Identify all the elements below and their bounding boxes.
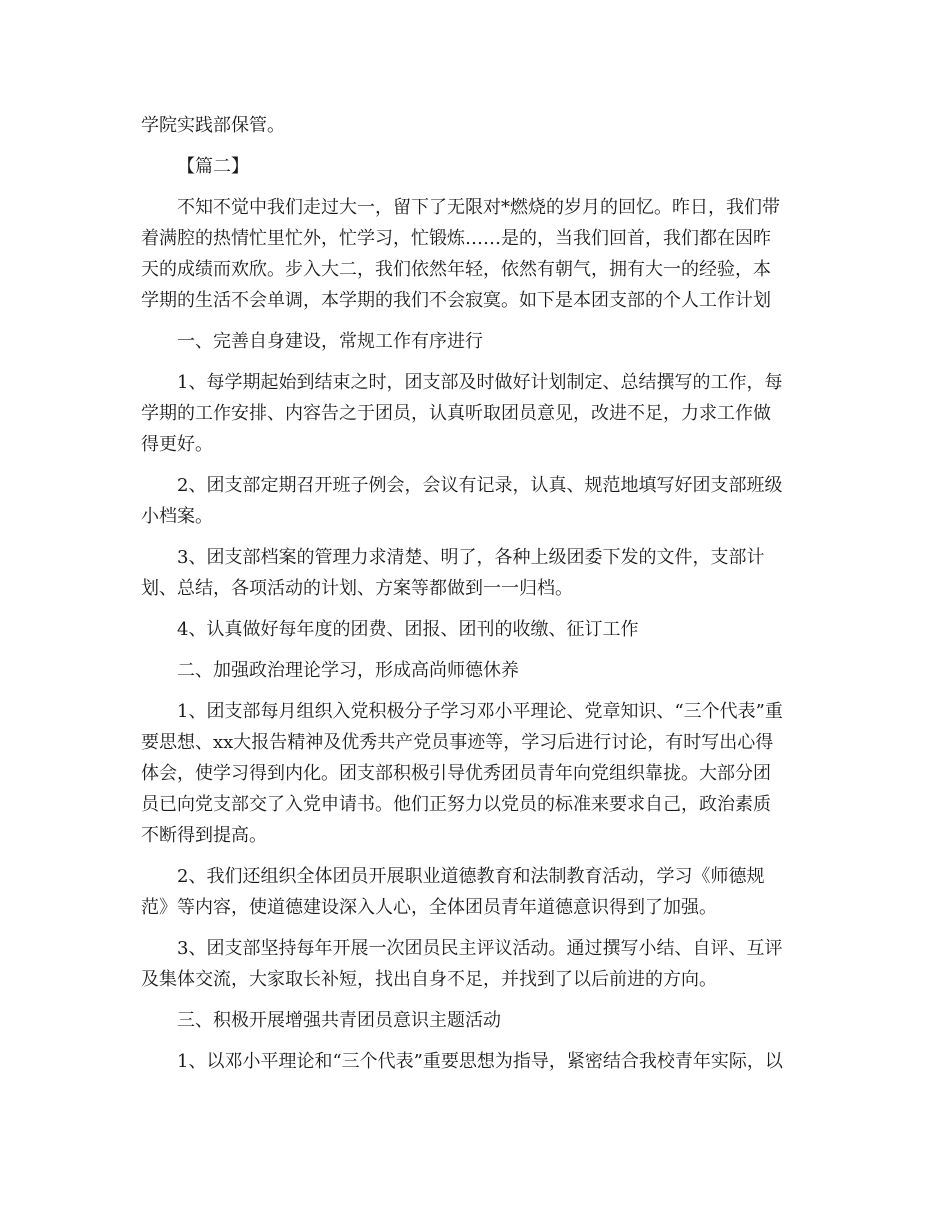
body-line: 不断得到提高。: [141, 825, 267, 846]
body-line: 2、团支部定期召开班子例会，会议有记录，认真、规范地填写好团支部班级: [177, 475, 783, 496]
document-body: [141, 110, 811, 1077]
body-line: 着满腔的热情忙里忙外，忙学习，忙锻炼……是的，当我们回首，我们都在因昨: [141, 228, 771, 249]
body-line: 2、我们还组织全体团员开展职业道德教育和法制教育活动，学习《师德规: [177, 866, 765, 887]
subheading: 一、完善自身建设，常规工作有序进行: [177, 331, 483, 352]
body-line: 1、每学期起始到结束之时，团支部及时做好计划制定、总结撰写的工作，每: [177, 372, 783, 393]
body-line: 3、团支部坚持每年开展一次团员民主评议活动。通过撰写小结、自评、互评: [177, 938, 783, 959]
subheading: 二、加强政治理论学习，形成高尚师德休养: [177, 660, 519, 681]
body-line: 不知不觉中我们走过大一，留下了无限对*燃烧的岁月的回忆。昨日，我们带: [177, 197, 780, 218]
body-line: 范》等内容，使道德建设深入人心，全体团员青年道德意识得到了加强。: [141, 897, 717, 918]
subheading: 三、积极开展增强共青团员意识主题活动: [177, 1010, 501, 1031]
body-line: 1、团支部每月组织入党积极分子学习邓小平理论、党章知识、“三个代表”重: [177, 701, 783, 722]
body-line: 要思想、xx大报告精神及优秀共产党员事迹等，学习后进行讨论，有时写出心得: [141, 732, 774, 753]
body-line: 学院实践部保管。: [141, 115, 285, 136]
body-line: 天的成绩而欢欣。步入大二，我们依然年轻，依然有朝气，拥有大一的经验，本: [141, 259, 771, 280]
body-line: 划、总结，各项活动的计划、方案等都做到一一归档。: [141, 578, 573, 599]
body-line: 3、团支部档案的管理力求清楚、明了，各种上级团委下发的文件，支部计: [177, 547, 765, 568]
body-line: 1、以邓小平理论和“三个代表”重要思想为指导，紧密结合我校青年实际，以: [177, 1051, 783, 1072]
body-line: 及集体交流，大家取长补短，找出自身不足，并找到了以后前进的方向。: [141, 969, 717, 990]
body-line: 4、认真做好每年度的团费、团报、团刊的收缴、征订工作: [177, 619, 639, 640]
body-line: 学期的生活不会单调，本学期的我们不会寂寞。如下是本团支部的个人工作计划: [141, 290, 771, 311]
section-heading: 【篇二】: [177, 156, 249, 177]
body-line: 员已向党支部交了入党申请书。他们正努力以党员的标准来要求自己，政治素质: [141, 794, 771, 815]
body-line: 得更好。: [141, 434, 213, 455]
body-line: 学期的工作安排、内容告之于团员，认真听取团员意见，改进不足，力求工作做: [141, 403, 771, 424]
body-line: 小档案。: [141, 506, 213, 527]
body-line: 体会，使学习得到内化。团支部积极引导优秀团员青年向党组织靠拢。大部分团: [141, 763, 771, 784]
